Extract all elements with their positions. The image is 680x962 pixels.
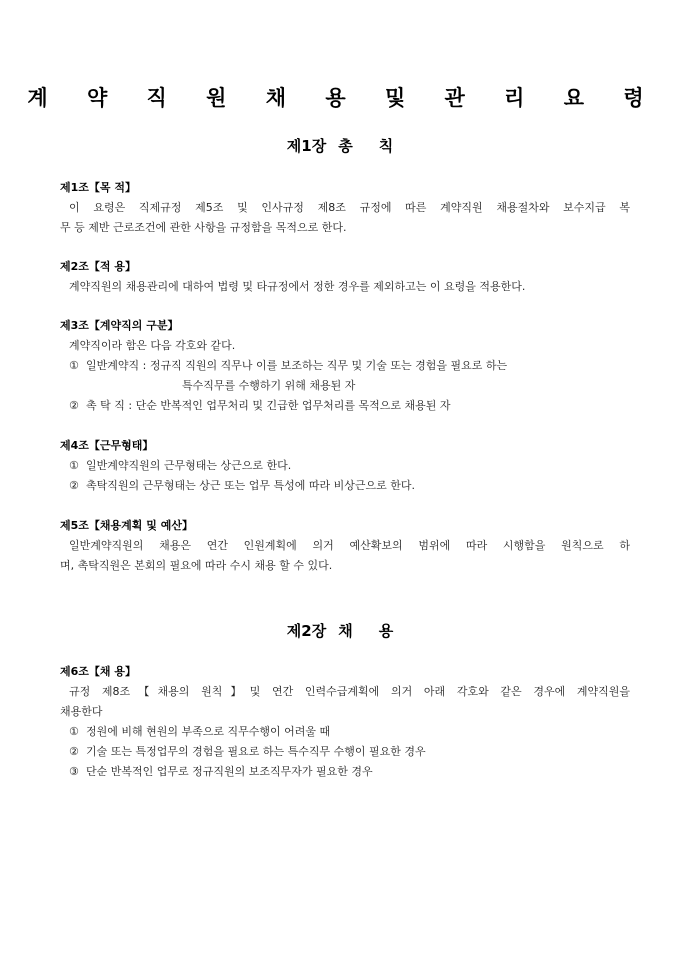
- article-2-line-1: 계약직원의 채용관리에 대하여 법령 및 타규정에서 정한 경우를 제외하고는 이 요령을 적용한다.: [69, 280, 526, 293]
- article-1-line-1: 이 요령은 직제규정 제5조 및 인사규정 제8조 규정에 따른 계약직원 채용절차와 보수지급 복: [69, 201, 630, 214]
- article-5-heading: 제5조【채용계획 및 예산】: [60, 519, 193, 532]
- article-3-intro: 계약직이라 함은 다음 각호와 같다.: [69, 339, 236, 352]
- chapter-1-label: 제1장: [286, 137, 327, 155]
- article-3: [60, 318, 630, 416]
- article-4-item-1-number: ①: [69, 459, 79, 472]
- article-1-body: [60, 198, 630, 238]
- document-title: 계 약 직 원 채 용 및 관 리 요 령: [27, 85, 653, 110]
- article-6-item-1-text: 정원에 비해 현원의 부족으로 직무수행이 어려울 때: [86, 725, 331, 738]
- chapter-2-label: 제2장: [286, 622, 327, 640]
- chapter-1-heading: [0, 135, 680, 156]
- article-6-item-3-text: 단순 반복적인 업무로 정규직원의 보조직무자가 필요한 경우: [86, 765, 373, 778]
- article-6-item-1: [60, 722, 630, 742]
- article-6-line-1: 규정 제8조【채용의 원칙】및 연간 인력수급계획에 의거 아래 각호와 같은 경우에 계약직원을: [69, 685, 630, 698]
- chapter-1-word-2: 칙: [378, 137, 394, 155]
- article-6-item-1-number: ①: [69, 725, 79, 738]
- article-4: [60, 438, 630, 496]
- article-1-line-2: 무 등 제반 근로조건에 관한 사항을 규정함을 목적으로 한다.: [60, 221, 347, 234]
- chapter-1-word-1: 총: [338, 137, 353, 155]
- article-6-body: [60, 682, 630, 722]
- article-6-item-2: [60, 742, 630, 762]
- article-3-item-1: [60, 356, 630, 376]
- article-4-item-1: [60, 456, 630, 476]
- article-3-item-2-text: 촉 탁 직 : 단순 반복적인 업무처리 및 긴급한 업무처리를 목적으로 채용된 자: [86, 399, 451, 412]
- article-4-heading: 제4조【근무형태】: [60, 439, 154, 452]
- article-6-line-2: 채용한다: [60, 705, 103, 718]
- article-6-item-3: [60, 762, 630, 782]
- article-2-heading: 제2조【적 용】: [60, 260, 136, 273]
- article-5: [60, 518, 630, 576]
- article-3-item-1-number: ①: [69, 359, 79, 372]
- article-2-body: [60, 277, 630, 297]
- article-3-item-2: [60, 396, 630, 416]
- article-6-heading: 제6조【채 용】: [60, 665, 136, 678]
- chapter-2-word-1: 채: [338, 622, 353, 640]
- article-6-item-3-number: ③: [69, 765, 79, 778]
- article-4-item-2-text: 촉탁직원의 근무형태는 상근 또는 업무 특성에 따라 비상근으로 한다.: [86, 479, 415, 492]
- article-2: [60, 259, 630, 297]
- article-3-heading: 제3조【계약직의 구분】: [60, 319, 179, 332]
- article-4-item-2: [60, 476, 630, 496]
- article-3-item-1-text: 일반계약직 : 정규직 직원의 직무나 이를 보조하는 직무 및 기술 또는 경험을 필요로 하는: [86, 359, 508, 372]
- article-5-body: [60, 536, 630, 576]
- article-3-item-1-continuation: 특수직무를 수행하기 위해 채용된 자: [182, 379, 356, 392]
- article-4-item-2-number: ②: [69, 479, 79, 492]
- article-4-item-1-text: 일반계약직원의 근무형태는 상근으로 한다.: [86, 459, 292, 472]
- article-5-line-1: 일반계약직원의 채용은 연간 인원계획에 의거 예산확보의 범위에 따라 시행함을 원칙으로 하: [69, 539, 630, 552]
- article-5-line-2: 며, 촉탁직원은 본회의 필요에 따라 수시 채용 할 수 있다.: [60, 559, 333, 572]
- chapter-2-word-2: 용: [378, 622, 394, 640]
- chapter-2-heading: [0, 620, 680, 641]
- article-6-item-2-number: ②: [69, 745, 79, 758]
- article-6-item-2-text: 기술 또는 특정업무의 경험을 필요로 하는 특수직무 수행이 필요한 경우: [86, 745, 426, 758]
- article-6: [60, 664, 630, 782]
- article-1: [60, 180, 630, 238]
- article-3-item-2-number: ②: [69, 399, 79, 412]
- article-1-heading: 제1조【목 적】: [60, 181, 136, 194]
